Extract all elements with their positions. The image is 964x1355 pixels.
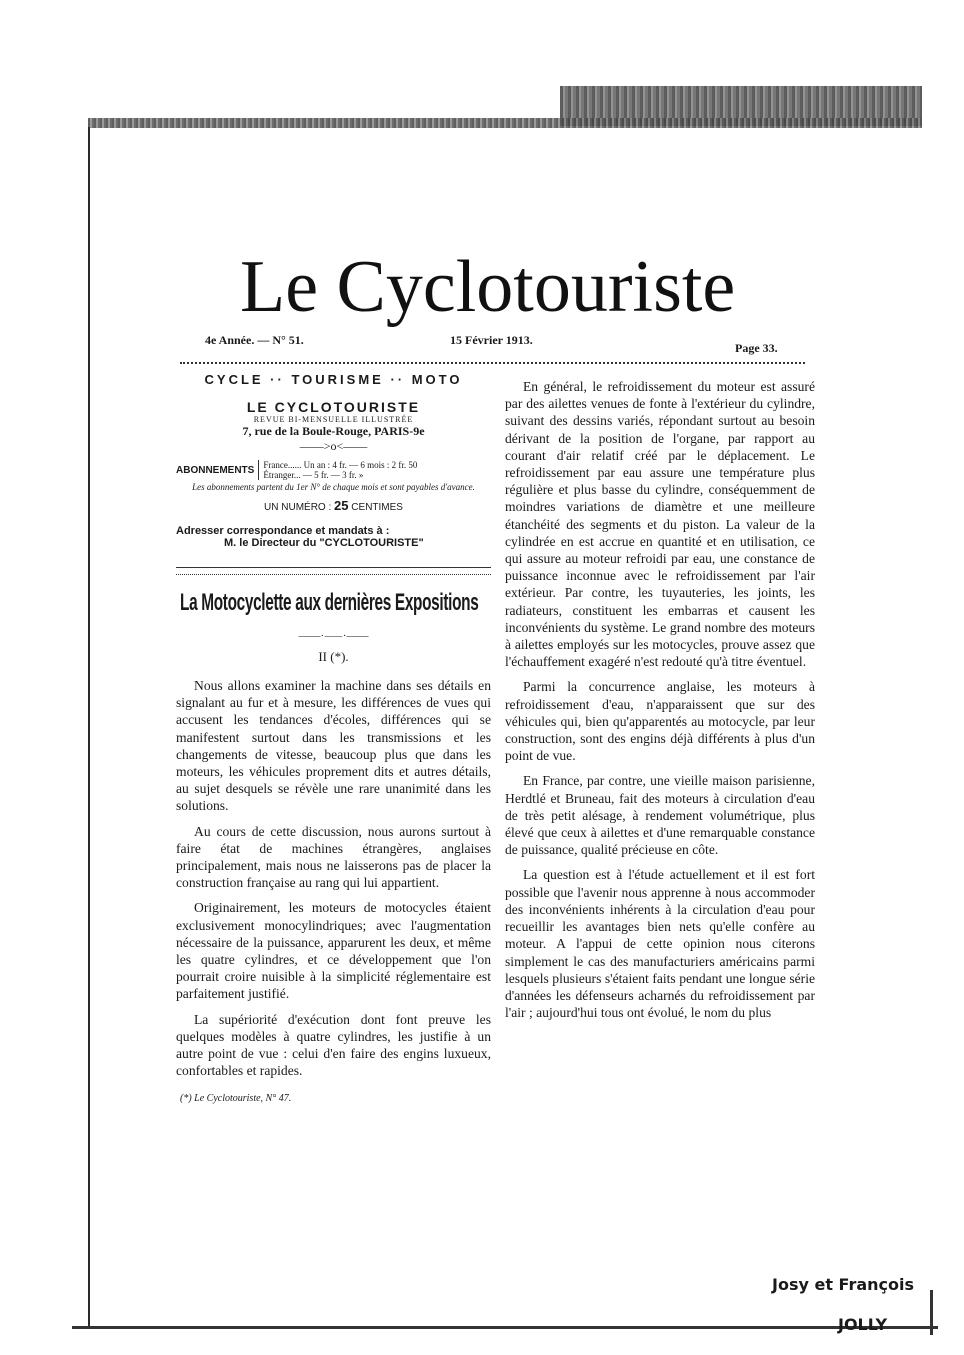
footnote: (*) Le Cyclotouriste, N° 47. [180,1093,292,1105]
scan-bottom-border [72,1326,938,1329]
issue-year-number: 4e Année. — N° 51. [205,333,304,347]
ornament: ——>o<—— [299,439,368,453]
correspondence-line-2: M. le Directeur du "CYCLOTOURISTE" [224,537,424,549]
paper-subtitle: REVUE BI-MENSUELLE ILLUSTRÉE [253,415,414,424]
left-column [176,372,491,1104]
issue-line [200,333,800,355]
price-prefix: UN NUMÉRO : [264,502,332,513]
issue-date: 15 Février 1913. [450,333,533,347]
subs-france: France...... Un an : 4 fr. — 6 mois : 2 fr. 50 [263,460,418,470]
subscriptions-rates [258,460,417,480]
paragraph: Parmi la concurrence anglaise, les moteurs à refroidissement d'eau, n'apparaissent que sur des véhicules qui, bien qu'apparentés au motocycle, par leur construction, sont des engins déjà différents à plus d'un point de vue. [505,679,815,764]
scan-right-mark [930,1290,933,1335]
price-value: 25 [334,498,349,513]
kicker: CYCLE ·· TOURISME ·· MOTO [204,372,463,387]
paper-address: 7, rue de la Boule-Rouge, PARIS-9e [242,424,425,438]
article-part: II (*). [318,649,349,664]
paragraph: Au cours de cette discussion, nous aurons surtout à faire état de machines étrangères, anglaises principalement, mais nous ne laisserons pas de placer la construction française au rang qui lui appartient. [176,823,491,891]
paragraph: En général, le refroidissement du moteur est assuré par des ailettes venues de fonte à l'extérieur du cylindre, suivant des dessins variés, répondant surtout au besoin dérivant de la position de l'organe, par rapport au courant d'air relatif créé par le déplacement. Le refroidissement par eau assure une température plus régulière et plus basse du cylindre, conséquemment de moindres variations de diamètre et une meilleure étanchéité des segments et du piston. La valeur de la cylindrée en est accrue en quantité et en utilisation, ce qui assure au moteur refroidi par eau, une constance de puissance inconnue avec le refroidissement par l'air extérieur. Par contre, les tuyauteries, les joints, les radiateurs, constituent les embarras et causent les inconvénients du système. Le grand nombre des moteurs à ailettes employés sur les motocycles, prouve assez que l'échauffement exagéré n'est redouté qu'à titre éventuel. [505,379,815,670]
paper-name: LE CYCLOTOURISTE [246,399,421,415]
paragraph: La question est à l'étude actuellement et il est fort possible que l'avenir nous apprenne à nous accommoder des inconvénients inhérents à la circulation d'eau pour recueillir les avantages bien nets qu'elle confère au moteur. A l'appui de cette opinion nous citerons simplement le cas des manufacturiers américains parmi lesquels plusieurs s'étaient faits pendant une longue série d'années les défenseurs acharnés du refroidissement par l'air ; aujourd'hui tous ont évolué, le nom du plus [505,867,815,1021]
paragraph: La supériorité d'exécution dont font preuve les quelques modèles à quatre cylindres, les justifie à un autre point de vue : celui d'en faire des engins luxueux, confortables et rapides. [176,1011,491,1079]
paragraph: Originairement, les moteurs de motocycles étaient exclusivement monocylindriques; avec l'augmentation nécessaire de la puissance, apparurent les deux, et même les quatre cylindres, et ce développement que l'on pourrait croire nuisible à la simplicité réglementaire est parfaitement justifié. [176,900,491,1002]
masthead-title: Le Cyclotouriste [240,246,736,328]
subs-note: Les abonnements partent du 1er N° de chaque mois et sont payables d'avance. [192,482,475,492]
header-rule [180,352,805,364]
right-column [505,378,815,1029]
separator-dotted [176,574,491,575]
credit-surname: JOLLY [838,1315,888,1334]
article-headline: La Motocyclette aux dernières Expositions [180,589,479,616]
price-suffix: CENTIMES [351,502,403,513]
subscriptions [176,460,491,480]
subs-foreign: Étranger... — 5 fr. — 3 fr. » [263,470,364,480]
credit-names: Josy et François [772,1275,915,1294]
separator [176,567,491,568]
paragraph: Nous allons examiner la machine dans ses détails en signalant au fur et à mesure, les différences de vues qui accusent les tendances d'écoles, différences qui se manifestent surtout dans les transmissions et les changements de vitesse, beaucoup plus que dans les moteurs, les véhicules proprement dits et autres détails, au sujet desquels se révèle une rare unanimité dans les solutions. [176,678,491,814]
subscriptions-label: ABONNEMENTS [176,464,255,476]
headline-flourish: ——·⸺·—— [298,630,369,642]
price-line [176,498,491,513]
correspondence-line-1: Adresser correspondance et mandats à : [176,525,390,537]
paragraph: En France, par contre, une vieille maison parisienne, Herdtlé et Bruneau, fait des moteurs à circulation d'eau de très petit alésage, à rendement volumétrique, plus élevé que ceux à ailettes et d'une remarquable constance de puissance, qualité précieuse en côte. [505,773,815,858]
issue-page: Page 33. [735,341,778,355]
